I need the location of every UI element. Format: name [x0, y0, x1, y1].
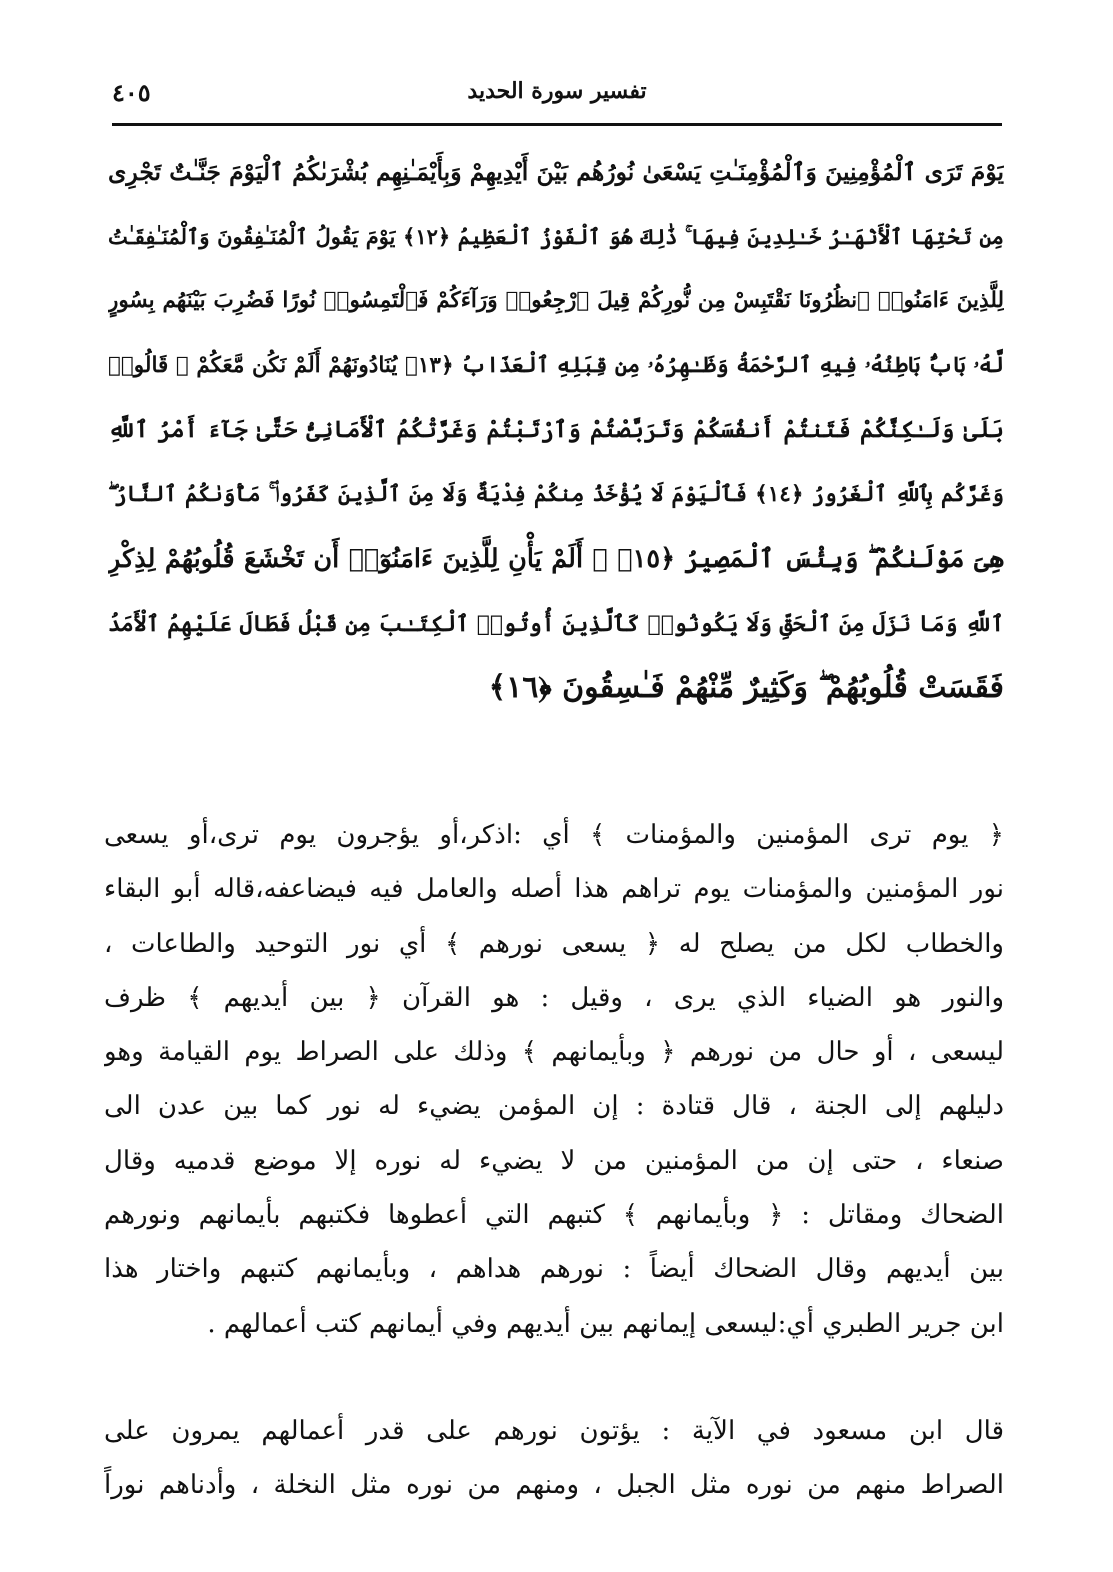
verse-line: يَوْمَ تَرَى ٱلْمُؤْمِنِينَ وَٱلْمُؤْمِنَـٰتِ يَسْعَىٰ نُورُهُم بَيْنَ أَيْدِيهِمْ وَبِأَيْمَـٰنِهِم بُشْرَىٰكُمُ ٱلْيَوْمَ جَنَّـٰتٌ تَجْرِى [108, 158, 1004, 186]
tafsir-paragraph-2 [104, 1404, 1004, 1513]
verse-line: بَلَىٰ وَلَـٰكِنَّكُمْ فَتَنتُمْ أَنفُسَكُمْ وَتَرَبَّصْتُمْ وَٱرْتَبْتُمْ وَغَرَّتْكُمُ ٱلْأَمَانِىُّ حَتَّىٰ جَآءَ أَمْرُ ٱللَّهِ [108, 416, 1004, 443]
tafsir-line: دليلهم إلى الجنة ، قال قتادة : إن المؤمن يضيء له نور كما بين عدن الى [104, 1091, 1004, 1122]
verse-line: ٱللَّهِ وَمَا نَزَلَ مِنَ ٱلْحَقِّ وَلَا يَكُونُوا۟ كَٱلَّذِينَ أُوتُوا۟ ٱلْكِتَـٰبَ مِن قَبْلُ فَطَالَ عَلَيْهِمُ ٱلْأَمَدُ [108, 610, 1004, 637]
tafsir-line: الصراط منهم من نوره مثل الجبل ، ومنهم من نوره مثل النخلة ، وأدناهم نوراً [104, 1470, 1004, 1501]
tafsir-line: ابن جرير الطبري أي:ليسعى إيمانهم بين أيديهم وفي أيمانهم كتب أعمالهم . [207, 1308, 1004, 1339]
verse-line: هِىَ مَوْلَىٰكُمْ ۖ وَبِئْسَ ٱلْمَصِيرُ ﴿١٥﴾ ۞ أَلَمْ يَأْنِ لِلَّذِينَ ءَامَنُوٓا۟ أَن تَخْشَعَ قُلُوبُهُمْ لِذِكْرِ [108, 544, 1004, 574]
tafsir-line: والنور هو الضياء الذي يرى ، وقيل : هو القرآن ﴿ بين أيديهم ﴾ ظرف [104, 982, 1004, 1013]
tafsir-line: بين أيديهم وقال الضحاك أيضاً : نورهم هداهم ، وبأيمانهم كتبهم واختار هذا [104, 1254, 1004, 1285]
tafsir-line: الضحاك ومقاتل : ﴿ وبأيمانهم ﴾ كتبهم التي أعطوها فكتبهم بأيمانهم ونورهم [104, 1200, 1004, 1231]
header-rule [112, 123, 1002, 126]
verse-line: لَّهُۥ بَابٌۢ بَاطِنُهُۥ فِيهِ ٱلرَّحْمَةُ وَظَـٰهِرُهُۥ مِن قِبَلِهِ ٱلْعَذَابُ ﴿١٣﴾ يُنَادُونَهُمْ أَلَمْ نَكُن مَّعَكُمْ ۖ قَالُوا۟ [108, 352, 1004, 378]
quran-verses-block [108, 140, 1004, 721]
tafsir-line: ليسعى ، أو حال من نورهم ﴿ وبأيمانهم ﴾ وذلك على الصراط يوم القيامة وهو [104, 1037, 1004, 1068]
verse-line: لِلَّذِينَ ءَامَنُوا۟ ٱنظُرُونَا نَقْتَبِسْ مِن نُّورِكُمْ قِيلَ ٱرْجِعُوا۟ وَرَآءَكُمْ فَٱلْتَمِسُوا۟ نُورًا فَضُرِبَ بَيْنَهُم بِسُورٍ [108, 288, 1004, 313]
tafsir-paragraph [104, 808, 1004, 1351]
tafsir-line: والخطاب لكل من يصلح له ﴿ يسعى نورهم ﴾ أي نور التوحيد والطاعات ، [104, 928, 1004, 959]
verse-line: مِن تَحْتِهَا ٱلْأَنْهَـٰرُ خَـٰلِدِينَ فِيهَا ۚ ذَٰلِكَ هُوَ ٱلْفَوْزُ ٱلْعَظِيمُ ﴿١٢﴾ يَوْمَ يَقُولُ ٱلْمُنَـٰفِقُونَ وَٱلْمُنَـٰفِقَـٰتُ [108, 223, 1004, 249]
verse-line: فَقَسَتْ قُلُوبُهُمْ ۖ وَكَثِيرٌ مِّنْهُمْ فَـٰسِقُونَ ﴿١٦﴾ [488, 670, 1004, 705]
verse-line: وَغَرَّكُم بِٱللَّهِ ٱلْغَرُورُ ﴿١٤﴾ فَٱلْيَوْمَ لَا يُؤْخَذُ مِنكُمْ فِدْيَةٌ وَلَا مِنَ ٱلَّذِينَ كَفَرُوا۟ ۚ مَأْوَىٰكُمُ ٱلنَّارُ ۖ [108, 481, 1004, 507]
tafsir-line: نور المؤمنين والمؤمنات يوم تراهم هذا أصله والعامل فيه فيضاعفه،قاله أبو البقاء [104, 874, 1004, 905]
running-title: تفسير سورة الحديد [467, 78, 647, 104]
tafsir-line: صنعاء ، حتى إن من المؤمنين من لا يضيء له نوره إلا موضع قدميه وقال [104, 1145, 1004, 1176]
page-number: ٤٠٥ [112, 78, 151, 107]
tafsir-line: ﴿ يوم ترى المؤمنين والمؤمنات ﴾ أي :اذكر،أو يؤجرون يوم ترى،أو يسعى [104, 820, 1004, 850]
page-header [112, 78, 1002, 122]
tafsir-line: قال ابن مسعود في الآية : يؤتون نورهم على قدر أعمالهم يمرون على [104, 1416, 1004, 1446]
